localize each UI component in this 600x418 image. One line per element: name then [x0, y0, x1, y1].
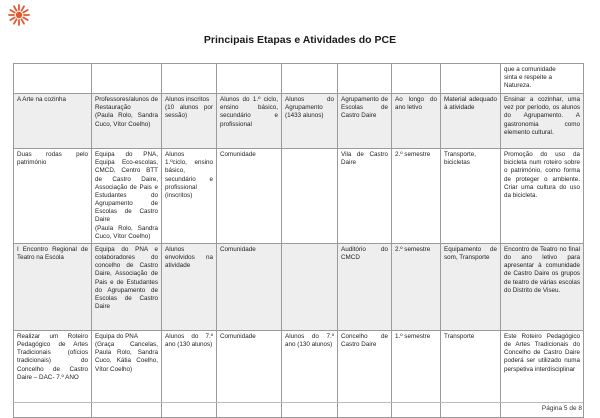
cell-text: Concelho de Castro Daire	[341, 332, 388, 349]
table-row	[14, 94, 584, 149]
cell-text: Duas rodas pelo património	[17, 151, 88, 167]
cell-objectives	[501, 243, 584, 330]
cell-text: I Encontro Regional de Teatro na Escola	[17, 245, 88, 262]
cell-text: Alunos do 1.º ciclo, ensino básico, secundário e profissional	[220, 96, 278, 128]
cell-text: Promoção do uso da bicicleta num roteiro sobre o património, como forma de proteger o ambiente. Criar uma cultura do uso da bicicleta.	[504, 151, 580, 199]
cell-target-count	[282, 243, 338, 330]
cell-audience	[217, 149, 282, 244]
cell-audience	[217, 243, 282, 330]
cell-schedule	[392, 243, 441, 330]
cell-responsible	[92, 64, 162, 94]
cell-text: Transporte	[444, 332, 475, 340]
table-row	[14, 330, 584, 417]
cell-text: Alunos 1.ºciclo, ensino básico, secundário e profissional (inscritos)	[165, 151, 213, 199]
cell-text: Este Roteiro Pedagógico de Artes Tradicionais do Concelho de Castro Daire poderá ser utilizado numa perspetiva interdisciplinar	[504, 332, 580, 373]
table-row	[14, 64, 584, 94]
cell-participants	[162, 149, 217, 244]
cell-location	[338, 64, 392, 94]
cell-text: Equipamento de som, Transporte	[444, 245, 497, 262]
cell-participants	[162, 64, 217, 94]
cell-activity	[14, 243, 92, 330]
cell-text: Alunos do Agrupamento (1433 alunos)	[285, 96, 334, 120]
cell-activity	[14, 64, 92, 94]
cell-activity	[14, 94, 92, 149]
cell-text: Alunos do 7.º ano (130 alunos)	[285, 332, 334, 349]
cell-text: Alunos inscritos (10 alunos por sessão)	[165, 96, 213, 120]
cell-objectives	[501, 149, 584, 244]
cell-text: Equipa do PNA (Graça Cancelas, Paula Rolo, Sandra Cuco, Kátia Coelho, Vítor Coelho)	[95, 332, 158, 373]
cell-resources	[441, 243, 501, 330]
cell-target-count	[282, 94, 338, 149]
cell-participants	[162, 243, 217, 330]
cell-resources	[441, 64, 501, 94]
cell-text: Transporte, bicicletas	[444, 151, 476, 167]
cell-text: que a comunidade sinta e respeite a Natureza.	[504, 66, 556, 90]
cell-text: Agrupamento de Escolas de Castro Daire	[341, 96, 388, 120]
cell-responsible	[92, 149, 162, 244]
cell-resources	[441, 94, 501, 149]
cell-text: Alunos envolvidos na atividade	[165, 245, 213, 270]
cell-responsible	[92, 243, 162, 330]
cell-schedule	[392, 330, 441, 417]
cell-audience	[217, 64, 282, 94]
school-logo-icon	[8, 4, 30, 26]
cell-location	[338, 94, 392, 149]
cell-text: Comunidade	[220, 245, 256, 253]
cell-schedule	[392, 149, 441, 244]
table-row	[14, 243, 584, 330]
cell-text: Vila de Castro Daire	[341, 151, 388, 167]
cell-participants	[162, 330, 217, 417]
cell-objectives	[501, 64, 584, 94]
cell-text: Equipa do PNA, Equipa Eco-escolas, CMCD, Centro BTT de Castro Daire, Associação de Pais e Estudantes do Agrupamento de Escolas de Castro Daire (Paula Rolo, Sandra Cuco, Vítor Coelho)	[95, 151, 158, 240]
cell-location	[338, 243, 392, 330]
activities-table	[13, 63, 584, 418]
cell-audience	[217, 94, 282, 149]
table-row	[14, 149, 584, 244]
cell-participants	[162, 94, 217, 149]
cell-text: Realizar um Roteiro Pedagógico de Artes Tradicionais (ofícios tradicionais) do Concelho de Castro Daire – DAC- 7.º ANO	[17, 332, 88, 381]
cell-responsible	[92, 94, 162, 149]
page-title: Principais Etapas e Atividades do PCE	[203, 34, 397, 46]
cell-resources	[441, 330, 501, 417]
cell-schedule	[392, 94, 441, 149]
cell-text: Auditório do CMCD	[341, 245, 388, 262]
cell-location	[338, 149, 392, 244]
cell-audience	[217, 330, 282, 417]
cell-text: Equipa do PNA e colaboradores do concelho de Castro Daire, Associação de Pais e de Estudantes do Agrupamento de Escolas de Castro Daire	[95, 245, 158, 311]
cell-target-count	[282, 149, 338, 244]
cell-responsible	[92, 330, 162, 417]
cell-text: Material adequado à atividade	[444, 96, 497, 112]
cell-objectives	[501, 94, 584, 149]
cell-text: 2.º semestre	[395, 151, 431, 158]
cell-activity	[14, 330, 92, 417]
cell-text: Encontro de Teatro no final do ano letivo para apresentar à comunidade de Castro Daire os grupos de teatro de várias escolas do Distrito de Viseu.	[504, 245, 580, 294]
footer-divider	[13, 402, 583, 403]
cell-text: 2.º semestre	[395, 245, 431, 253]
cell-target-count	[282, 64, 338, 94]
cell-schedule	[392, 64, 441, 94]
cell-text: Comunidade	[220, 151, 256, 158]
cell-text: Ensinar a cozinhar, uma vez por período, os alunos do Agrupamento. A gastronomia como elemento cultural.	[504, 96, 580, 136]
cell-text: A Arte na cozinha	[17, 96, 67, 103]
cell-text: Comunidade	[220, 332, 256, 340]
cell-text: Ao longo do ano letivo	[395, 96, 437, 112]
cell-resources	[441, 149, 501, 244]
cell-target-count	[282, 330, 338, 417]
page-number: Página 5 de 8	[541, 405, 582, 412]
cell-location	[338, 330, 392, 417]
cell-text: Professores/alunos de Restauração (Paula Rolo, Sandra Cuco, Vítor Coelho)	[95, 96, 158, 128]
cell-activity	[14, 149, 92, 244]
cell-text: 1.º semestre	[395, 332, 431, 340]
cell-text: Alunos do 7.º ano (130 alunos)	[165, 332, 213, 349]
